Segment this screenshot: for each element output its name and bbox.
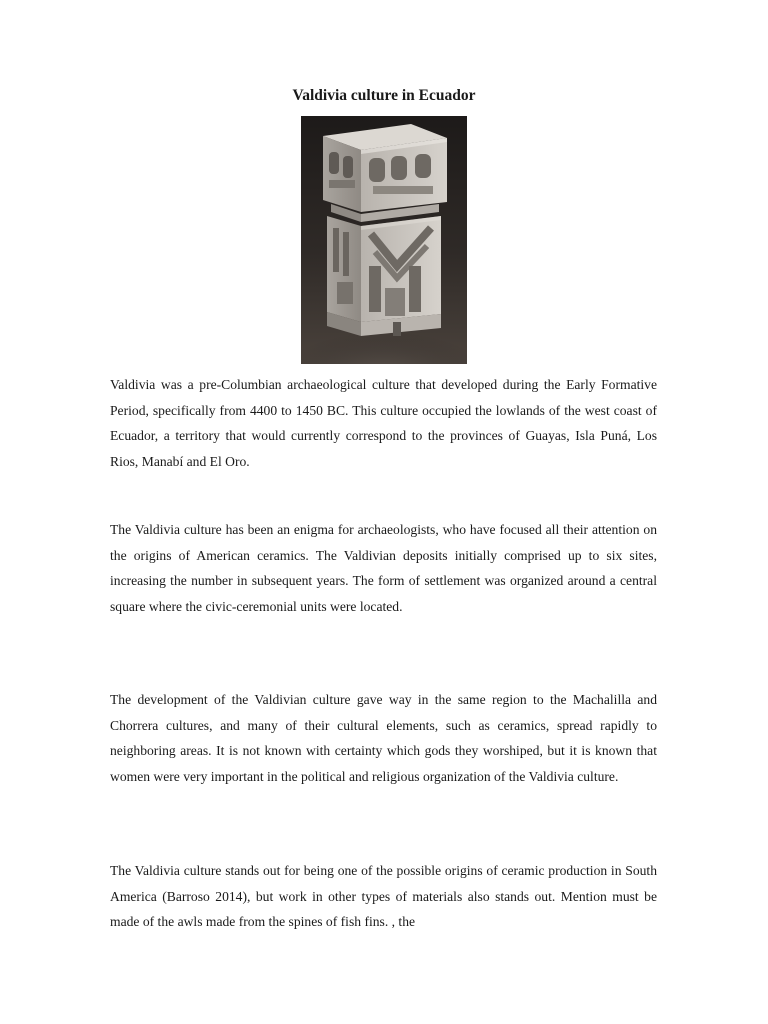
paragraph-4: The Valdivia culture stands out for being one of the possible origins of ceramic production in South America (Barroso 2014), but work in other types of materials also stands out. Mention must be made of the awls made from the spines of fish fins. , the [110, 863, 657, 929]
document-title: Valdivia culture in Ecuador [292, 87, 476, 104]
paragraph-2: The Valdivia culture has been an enigma for archaeologists, who have focused all their attention on the origins of American ceramics. The Valdivian deposits initially comprised up to six sites, increasing the number in subsequent years. The form of settlement was organized around a central square where the civic-ceremonial units were located. [110, 522, 657, 614]
paragraph-1: Valdivia was a pre-Columbian archaeological culture that developed during the Early Formative Period, specifically from 4400 to 1450 BC. This culture occupied the lowlands of the west coast of Ecuador, a territory that would currently correspond to the provinces of Guayas, Isla Puná, Los Rios, Manabí and El Oro. [110, 377, 657, 469]
valdivia-stone-figurine-image [301, 116, 467, 364]
paragraph-3: The development of the Valdivian culture gave way in the same region to the Machalilla and Chorrera cultures, and many of their cultural elements, such as ceramics, spread rapidly to neighboring areas. It is not known with certainty which gods they worshiped, but it is known that women were very important in the political and religious organization of the Valdivia culture. [110, 692, 657, 784]
